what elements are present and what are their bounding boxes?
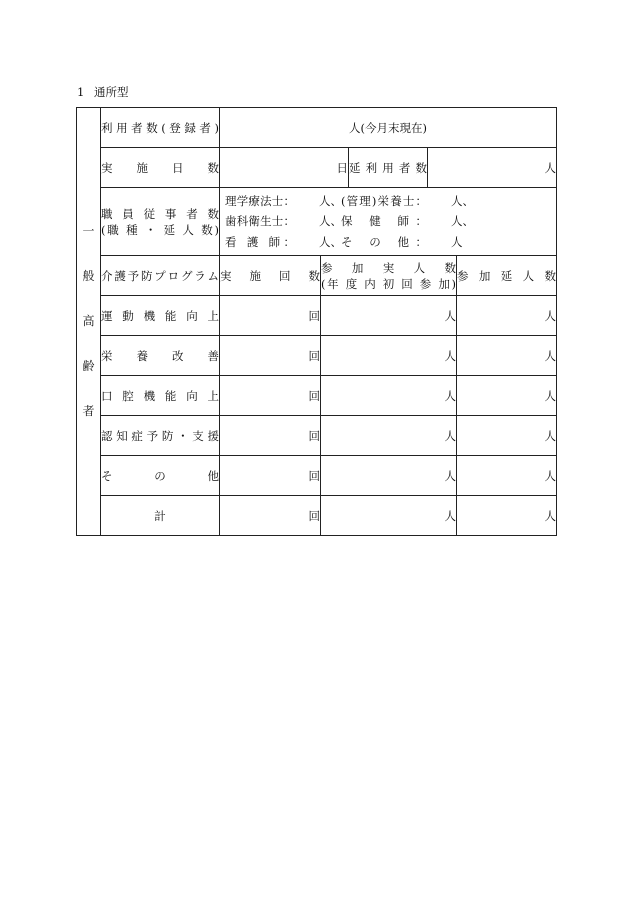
sessions-cell — [220, 416, 321, 456]
total-participants-header: 参 加 延 人 数 — [457, 268, 556, 283]
program-row — [77, 296, 557, 336]
section-label-cell — [77, 108, 101, 536]
total-participants-unit: 人 — [544, 388, 556, 403]
program-total-label: 計 — [154, 508, 166, 523]
section-title: 通所型 — [94, 85, 129, 99]
sessions-unit: 回 — [308, 308, 320, 323]
sessions-unit: 回 — [308, 348, 320, 363]
staff-label-cell — [101, 188, 220, 256]
staff-breakdown-cell — [220, 188, 557, 256]
section-heading — [77, 85, 129, 99]
sessions-unit: 回 — [308, 508, 320, 523]
service-days-label: 実 施 日 数 — [101, 160, 219, 175]
staff-unit: 人 — [451, 234, 463, 249]
sessions-unit: 回 — [308, 428, 320, 443]
participants-unit: 人 — [444, 308, 456, 323]
total-participants-cell — [457, 496, 557, 536]
total-participants-cell — [457, 336, 557, 376]
total-participants-unit: 人 — [544, 428, 556, 443]
participants-cell — [321, 376, 457, 416]
staff-role: (管理)栄養士： — [341, 193, 427, 208]
participants-unit: 人 — [444, 348, 456, 363]
staff-role: 理学療法士： — [225, 193, 295, 208]
sessions-cell — [220, 296, 321, 336]
participants-unit: 人 — [444, 468, 456, 483]
participants-header-line2: (年 度 内 初 回 参 加) — [321, 276, 456, 291]
participants-unit: 人 — [444, 508, 456, 523]
participants-header-line1: 参 加 実 人 数 — [321, 260, 456, 275]
program-row — [77, 376, 557, 416]
program-label-cell — [101, 456, 220, 496]
participants-unit: 人 — [444, 428, 456, 443]
total-participants-unit: 人 — [544, 348, 556, 363]
sessions-cell — [220, 376, 321, 416]
staff-role: 歯科衛生士： — [225, 214, 295, 229]
participants-cell — [321, 496, 457, 536]
sessions-cell — [220, 456, 321, 496]
sessions-unit: 回 — [308, 468, 320, 483]
staff-breakdown — [220, 191, 556, 253]
registered-users-label-cell — [101, 108, 220, 148]
total-participants-cell — [457, 296, 557, 336]
program-label-cell — [101, 416, 220, 456]
program-label: 認知症予防・支援 — [101, 428, 219, 443]
program-row — [77, 416, 557, 456]
program-label: 運 動 機 能 向 上 — [101, 308, 219, 323]
sessions-header: 実 施 回 数 — [220, 268, 320, 283]
total-participants-unit: 人 — [544, 308, 556, 323]
program-total-row — [77, 496, 557, 536]
staff-unit: 人、 — [451, 193, 474, 208]
program-row — [77, 336, 557, 376]
total-users-label-cell — [349, 148, 428, 188]
participants-cell — [321, 336, 457, 376]
total-users-value-cell — [428, 148, 557, 188]
program-label-cell — [101, 336, 220, 376]
sessions-header-cell — [220, 256, 321, 296]
total-participants-cell — [457, 456, 557, 496]
total-participants-unit: 人 — [544, 468, 556, 483]
staff-role: 看 護 師： — [225, 234, 295, 249]
program-total-label-cell — [101, 496, 220, 536]
staff-label-line2: (職 種 ・ 延 人 数) — [101, 222, 219, 237]
participants-unit: 人 — [444, 388, 456, 403]
staff-row — [77, 188, 557, 256]
total-users-label: 延利用者数 — [349, 160, 427, 175]
sessions-cell — [220, 336, 321, 376]
total-participants-unit: 人 — [544, 508, 556, 523]
staff-unit: 人、 — [319, 234, 342, 249]
participants-cell — [321, 296, 457, 336]
service-days-unit: 日 — [336, 160, 348, 175]
service-days-label-cell — [101, 148, 220, 188]
staff-unit: 人、 — [319, 193, 342, 208]
program-row — [77, 456, 557, 496]
sessions-cell — [220, 496, 321, 536]
staff-label-line1: 職 員 従 事 者 数 — [101, 206, 219, 221]
total-participants-cell — [457, 376, 557, 416]
staff-unit: 人、 — [451, 214, 474, 229]
total-users-unit: 人 — [544, 160, 556, 175]
program-header-label: 介護予防プログラム — [101, 268, 219, 283]
total-participants-header-cell — [457, 256, 557, 296]
total-participants-cell — [457, 416, 557, 456]
day-service-form-table — [76, 107, 557, 536]
staff-role: そ の 他： — [341, 234, 427, 249]
program-label: 口 腔 機 能 向 上 — [101, 388, 219, 403]
program-header-row — [77, 256, 557, 296]
service-days-value-cell — [220, 148, 349, 188]
registered-users-label: 利用者数(登録者) — [101, 120, 219, 135]
program-label-cell — [101, 296, 220, 336]
participants-cell — [321, 416, 457, 456]
sessions-unit: 回 — [308, 388, 320, 403]
program-label: そ の 他 — [101, 468, 219, 483]
registered-users-value-cell — [220, 108, 557, 148]
participants-cell — [321, 456, 457, 496]
program-label: 栄 養 改 善 — [101, 348, 219, 363]
registered-users-row — [77, 108, 557, 148]
staff-role: 保 健 師： — [341, 214, 427, 229]
program-label-cell — [101, 376, 220, 416]
staff-unit: 人、 — [319, 214, 342, 229]
participants-header-cell — [321, 256, 457, 296]
section-label: 一般高齢者 — [82, 224, 95, 418]
program-header-label-cell — [101, 256, 220, 296]
service-days-row — [77, 148, 557, 188]
registered-users-value: 人(今月末現在) — [349, 120, 427, 135]
section-number: 1 — [77, 85, 85, 99]
